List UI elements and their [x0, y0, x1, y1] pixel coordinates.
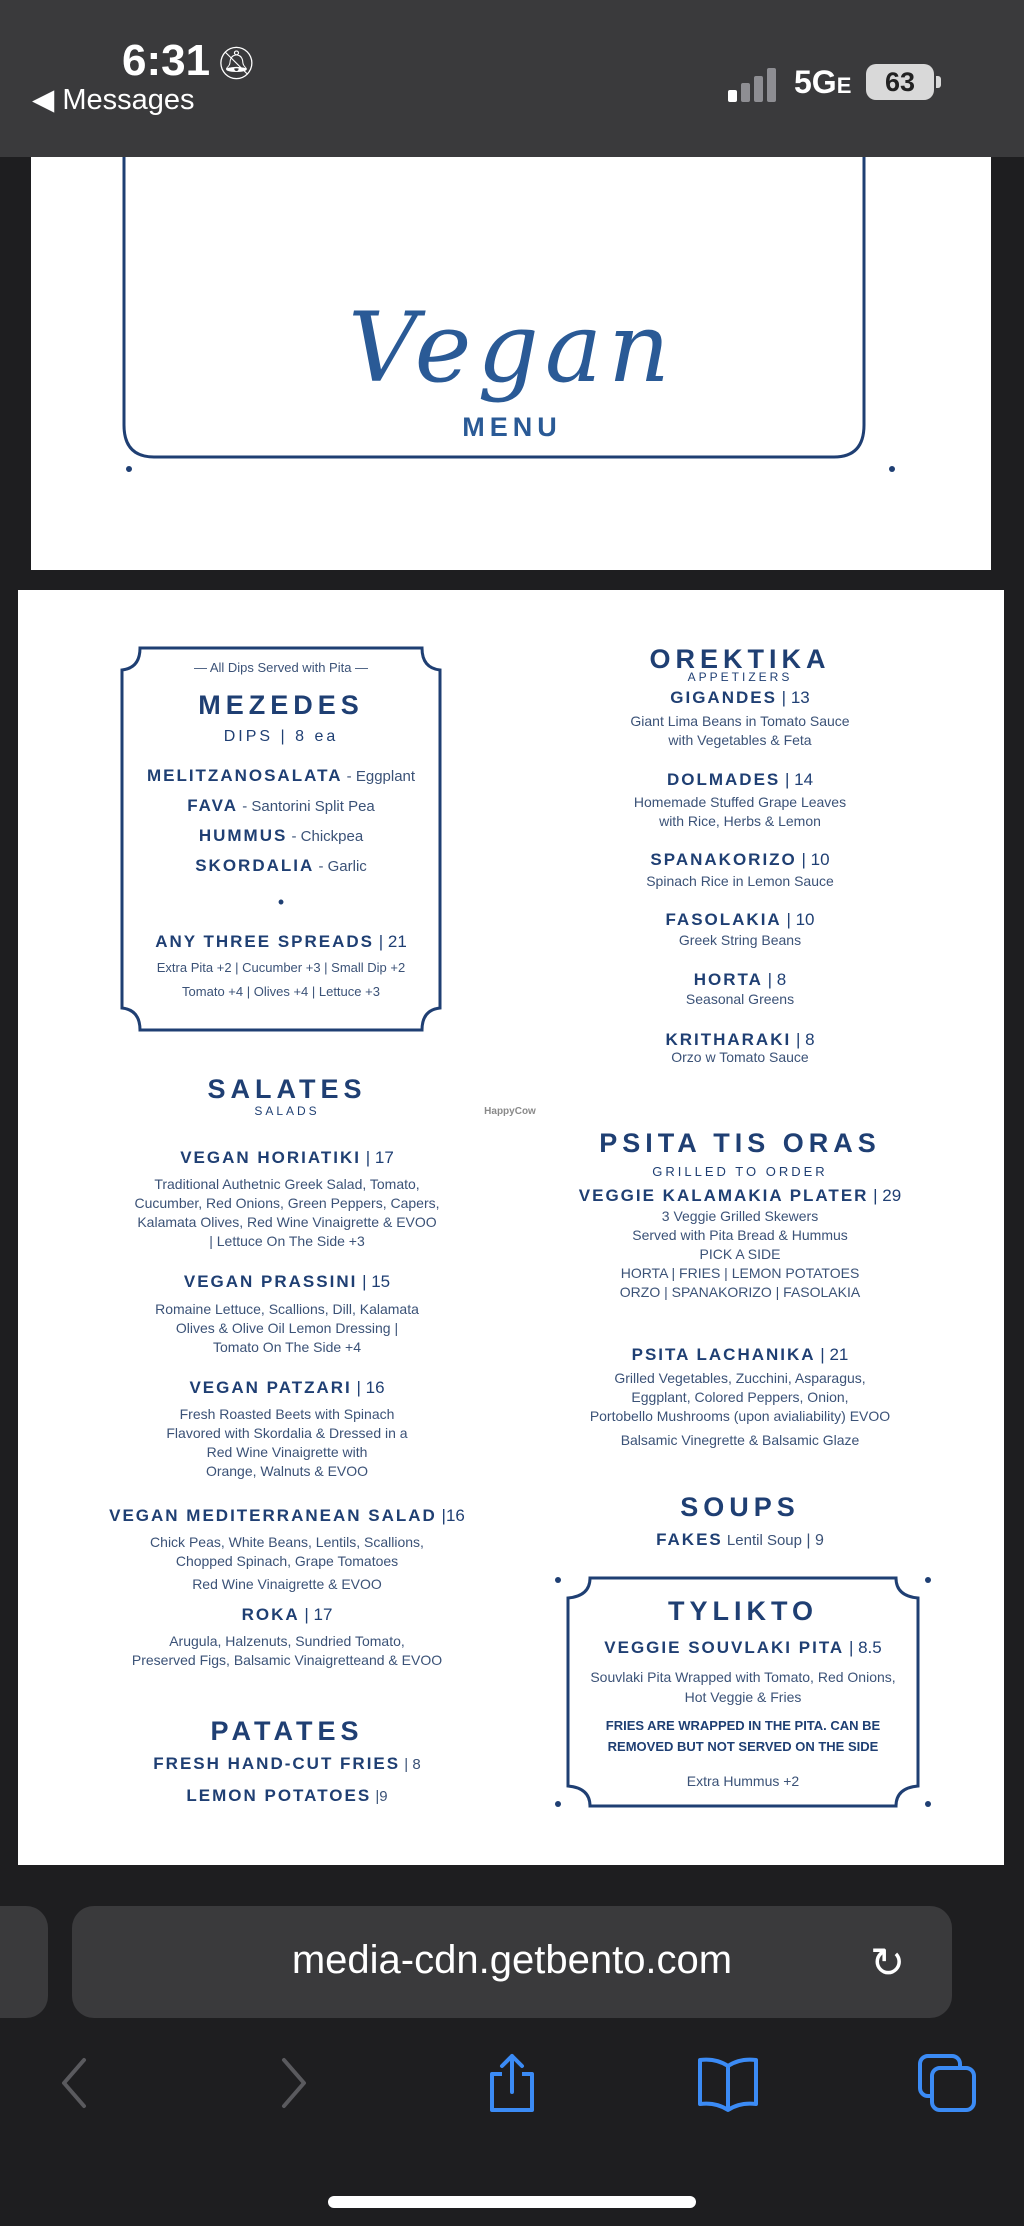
soups-title: SOUPS [680, 1492, 800, 1522]
fries-warning-2: REMOVED BUT NOT SERVED ON THE SIDE [607, 1739, 879, 1754]
tylikto-desc: Hot Veggie & Fries [684, 1689, 802, 1705]
salad-desc: Orange, Walnuts & EVOO [205, 1463, 369, 1479]
psita-desc: PICK A SIDE [699, 1246, 781, 1262]
salates-subtitle: SALADS [254, 1104, 320, 1118]
orektika-item: KRITHARAKI | 8 [665, 1030, 815, 1049]
fries-warning-1: FRIES ARE WRAPPED IN THE PITA. CAN BE [605, 1718, 881, 1733]
salad-desc: Chopped Spinach, Grape Tomatoes [175, 1553, 399, 1569]
psita-title: PSITA TIS ORAS [599, 1128, 881, 1158]
salad-desc: | Lettuce On The Side +3 [209, 1233, 365, 1249]
back-icon[interactable] [56, 2052, 92, 2114]
mezedes-item: MELITZANOSALATA - Eggplant [146, 766, 416, 785]
forward-icon[interactable] [276, 2052, 312, 2114]
url-text[interactable]: media-cdn.getbento.com [291, 1938, 733, 1982]
patates-title: PATATES [210, 1716, 364, 1746]
mezedes-title: MEZEDES [198, 690, 364, 720]
psita-subtitle: GRILLED TO ORDER [652, 1164, 828, 1179]
signal-icon [728, 68, 780, 102]
tabs-icon[interactable] [916, 2052, 978, 2114]
psita-desc: HORTA | FRIES | LEMON POTATOES [620, 1265, 860, 1281]
mezedes-item: HUMMUS - Chickpea [198, 826, 364, 845]
salad-desc: Fresh Roasted Beets with Spinach [179, 1406, 395, 1422]
psita-item: PSITA LACHANIKA | 21 [631, 1345, 849, 1364]
any-three-spreads: ANY THREE SPREADS | 21 [155, 932, 407, 951]
clock: 6:31 [122, 36, 211, 85]
home-indicator[interactable] [328, 2196, 696, 2208]
orektika-item: SPANAKORIZO | 10 [650, 850, 830, 869]
previous-tab-peek[interactable] [0, 1906, 48, 2018]
reload-icon[interactable]: ↻ [870, 1939, 906, 1986]
salad-item: VEGAN MEDITERRANEAN SALAD |16 [109, 1506, 465, 1525]
network-type: 5GE [794, 64, 852, 100]
orektika-item: DOLMADES | 14 [666, 770, 814, 789]
mezedes-item: FAVA - Santorini Split Pea [187, 796, 375, 815]
psita-desc: ORZO | SPANAKORIZO | FASOLAKIA [619, 1284, 861, 1300]
orektika-desc: Greek String Beans [678, 932, 802, 948]
orektika-desc: with Vegetables & Feta [668, 732, 812, 748]
salates-title: SALATES [207, 1074, 367, 1104]
orektika-item: GIGANDES | 13 [670, 688, 810, 707]
salad-desc: Tomato On The Side +4 [213, 1339, 361, 1355]
psita-desc: Served with Pita Bread & Hummus [632, 1227, 848, 1243]
bullet-divider: • [277, 892, 285, 912]
salad-desc: Red Wine Vinaigrette & EVOO [192, 1576, 382, 1592]
battery-icon: 63 [866, 64, 934, 100]
salad-desc: Preserved Figs, Balsamic Vinaigretteand & EVOO [131, 1652, 443, 1668]
mezedes-subtitle: DIPS | 8 ea [223, 728, 339, 745]
menu-title: Vegan [348, 292, 676, 404]
psita-desc: Grilled Vegetables, Zucchini, Asparagus, [614, 1370, 866, 1386]
bookmarks-icon[interactable] [696, 2052, 760, 2114]
orektika-desc: Spinach Rice in Lemon Sauce [646, 873, 834, 889]
salad-desc: Kalamata Olives, Red Wine Vinaigrette & EVOO [137, 1214, 437, 1230]
psita-desc: Portobello Mushrooms (upon avialiability) EVOO [589, 1408, 891, 1424]
salad-desc: Flavored with Skordalia & Dressed in a [166, 1425, 408, 1441]
salad-desc: Chick Peas, White Beans, Lentils, Scallions, [150, 1534, 424, 1550]
salad-desc: Cucumber, Red Onions, Green Peppers, Capers, [134, 1195, 440, 1211]
salad-item: VEGAN PATZARI | 16 [189, 1378, 385, 1397]
status-bar [0, 0, 1024, 157]
tylikto-title: TYLIKTO [667, 1596, 818, 1626]
salad-desc: Traditional Authetnic Greek Salad, Tomato, [154, 1176, 420, 1192]
salad-desc: Red Wine Vinaigrette with [206, 1444, 368, 1460]
salad-desc: Olives & Olive Oil Lemon Dressing | [175, 1320, 399, 1336]
orektika-title: OREKTIKA [649, 644, 831, 674]
orektika-desc: with Rice, Herbs & Lemon [659, 813, 821, 829]
extras-line-1: Extra Pita +2 | Cucumber +3 | Small Dip +2 [156, 960, 406, 975]
salad-item: VEGAN PRASSINI | 15 [183, 1272, 391, 1291]
orektika-item: HORTA | 8 [693, 970, 787, 989]
silent-bell-icon: 🔕︎ [216, 45, 257, 81]
salad-desc: Arugula, Halzenuts, Sundried Tomato, [169, 1633, 405, 1649]
soup-item: FAKES Lentil Soup | 9 [656, 1530, 824, 1549]
mezedes-item: SKORDALIA - Garlic [195, 856, 367, 875]
salad-item: VEGAN HORIATIKI | 17 [180, 1148, 394, 1167]
orektika-desc: Giant Lima Beans in Tomato Sauce [630, 713, 850, 729]
back-to-messages[interactable]: ◀ Messages [32, 84, 195, 116]
orektika-desc: Seasonal Greens [685, 991, 795, 1007]
dips-note: — All Dips Served with Pita — [193, 660, 369, 675]
patates-item: LEMON POTATOES |9 [186, 1786, 388, 1805]
orektika-desc: Orzo w Tomato Sauce [671, 1049, 809, 1065]
orektika-desc: Homemade Stuffed Grape Leaves [633, 794, 847, 810]
extras-line-2: Tomato +4 | Olives +4 | Lettuce +3 [182, 984, 380, 999]
psita-desc: Eggplant, Colored Peppers, Onion, [631, 1389, 849, 1405]
share-icon[interactable] [484, 2052, 540, 2114]
psita-item: VEGGIE KALAMAKIA PLATER | 29 [578, 1186, 902, 1205]
salad-item: ROKA | 17 [241, 1605, 333, 1624]
menu-subtitle: MENU [462, 412, 562, 442]
tylikto-desc: Souvlaki Pita Wrapped with Tomato, Red Onions, [590, 1669, 896, 1685]
orektika-item: FASOLAKIA | 10 [665, 910, 815, 929]
extra-hummus: Extra Hummus +2 [686, 1773, 800, 1789]
psita-desc: Balsamic Vinegrette & Balsamic Glaze [620, 1432, 860, 1448]
tylikto-item: VEGGIE SOUVLAKI PITA | 8.5 [604, 1638, 882, 1657]
happycow-watermark: HappyCow [484, 1106, 536, 1117]
orektika-subtitle: APPETIZERS [687, 670, 793, 684]
battery-tip [936, 76, 941, 88]
salad-desc: Romaine Lettuce, Scallions, Dill, Kalamata [155, 1301, 419, 1317]
patates-item: FRESH HAND-CUT FRIES | 8 [153, 1754, 421, 1773]
psita-desc: 3 Veggie Grilled Skewers [661, 1208, 819, 1224]
